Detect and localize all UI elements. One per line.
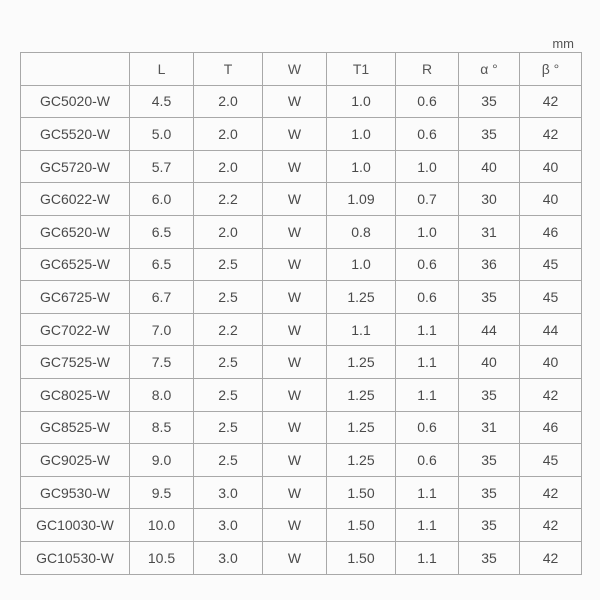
model-cell: GC9530-W [21, 476, 130, 509]
table-row [21, 248, 582, 281]
value-cell: 0.7 [396, 183, 459, 216]
value-cell: 42 [520, 378, 582, 411]
value-cell: 1.0 [327, 248, 396, 281]
model-cell: GC10030-W [21, 509, 130, 542]
table-row [21, 411, 582, 444]
value-cell: 35 [459, 444, 520, 477]
value-cell: 10.0 [130, 509, 194, 542]
value-cell: 2.5 [194, 281, 263, 314]
value-cell: W [263, 346, 327, 379]
table-row [21, 476, 582, 509]
table-row [21, 541, 582, 574]
header-cell: α ° [459, 53, 520, 86]
value-cell: 3.0 [194, 541, 263, 574]
table-row [21, 509, 582, 542]
table-row [21, 215, 582, 248]
value-cell: 2.2 [194, 183, 263, 216]
model-cell: GC6022-W [21, 183, 130, 216]
model-cell: GC6725-W [21, 281, 130, 314]
value-cell: 0.8 [327, 215, 396, 248]
header-cell [21, 53, 130, 86]
value-cell: 1.0 [396, 215, 459, 248]
table-row [21, 281, 582, 314]
model-cell: GC8025-W [21, 378, 130, 411]
value-cell: 1.0 [396, 150, 459, 183]
header-cell: T [194, 53, 263, 86]
value-cell: 44 [520, 313, 582, 346]
value-cell: 46 [520, 215, 582, 248]
value-cell: 35 [459, 509, 520, 542]
table-row [21, 85, 582, 118]
table-row [21, 118, 582, 151]
value-cell: 2.2 [194, 313, 263, 346]
value-cell: 42 [520, 541, 582, 574]
value-cell: 2.0 [194, 215, 263, 248]
value-cell: 2.0 [194, 118, 263, 151]
value-cell: 42 [520, 476, 582, 509]
value-cell: 6.5 [130, 248, 194, 281]
value-cell: 7.0 [130, 313, 194, 346]
value-cell: 46 [520, 411, 582, 444]
value-cell: 45 [520, 281, 582, 314]
value-cell: 1.1 [396, 378, 459, 411]
header-cell: W [263, 53, 327, 86]
value-cell: 1.50 [327, 476, 396, 509]
value-cell: 6.5 [130, 215, 194, 248]
value-cell: 35 [459, 118, 520, 151]
value-cell: 2.5 [194, 444, 263, 477]
value-cell: 1.1 [396, 346, 459, 379]
value-cell: 40 [520, 150, 582, 183]
value-cell: 42 [520, 118, 582, 151]
value-cell: W [263, 248, 327, 281]
value-cell: 40 [459, 346, 520, 379]
value-cell: 31 [459, 411, 520, 444]
value-cell: W [263, 118, 327, 151]
header-cell: T1 [327, 53, 396, 86]
table-row [21, 183, 582, 216]
header-cell: R [396, 53, 459, 86]
model-cell: GC9025-W [21, 444, 130, 477]
value-cell: 1.09 [327, 183, 396, 216]
value-cell: 1.50 [327, 541, 396, 574]
value-cell: 40 [459, 150, 520, 183]
value-cell: 1.1 [396, 313, 459, 346]
value-cell: 40 [520, 183, 582, 216]
value-cell: 9.0 [130, 444, 194, 477]
value-cell: 0.6 [396, 281, 459, 314]
value-cell: 5.0 [130, 118, 194, 151]
model-cell: GC5020-W [21, 85, 130, 118]
value-cell: 35 [459, 378, 520, 411]
value-cell: 1.25 [327, 281, 396, 314]
value-cell: 45 [520, 444, 582, 477]
value-cell: W [263, 476, 327, 509]
value-cell: 1.1 [396, 509, 459, 542]
value-cell: W [263, 541, 327, 574]
spec-table [20, 52, 582, 575]
table-row [21, 346, 582, 379]
value-cell: 10.5 [130, 541, 194, 574]
value-cell: W [263, 215, 327, 248]
value-cell: 35 [459, 476, 520, 509]
value-cell: 36 [459, 248, 520, 281]
value-cell: 0.6 [396, 411, 459, 444]
value-cell: W [263, 85, 327, 118]
model-cell: GC5720-W [21, 150, 130, 183]
value-cell: 3.0 [194, 476, 263, 509]
value-cell: 1.1 [396, 476, 459, 509]
value-cell: 2.5 [194, 411, 263, 444]
value-cell: 0.6 [396, 118, 459, 151]
value-cell: 40 [520, 346, 582, 379]
value-cell: 8.5 [130, 411, 194, 444]
value-cell: W [263, 281, 327, 314]
value-cell: 1.50 [327, 509, 396, 542]
value-cell: 1.25 [327, 346, 396, 379]
value-cell: 35 [459, 281, 520, 314]
value-cell: W [263, 444, 327, 477]
value-cell: 0.6 [396, 444, 459, 477]
table-row [21, 444, 582, 477]
value-cell: 1.0 [327, 150, 396, 183]
model-cell: GC7022-W [21, 313, 130, 346]
value-cell: 45 [520, 248, 582, 281]
value-cell: 3.0 [194, 509, 263, 542]
model-cell: GC6520-W [21, 215, 130, 248]
value-cell: 30 [459, 183, 520, 216]
header-cell: L [130, 53, 194, 86]
value-cell: 9.5 [130, 476, 194, 509]
model-cell: GC7525-W [21, 346, 130, 379]
header-row [21, 53, 582, 86]
value-cell: W [263, 411, 327, 444]
value-cell: 35 [459, 541, 520, 574]
value-cell: 2.0 [194, 85, 263, 118]
value-cell: 2.5 [194, 346, 263, 379]
value-cell: 1.25 [327, 444, 396, 477]
model-cell: GC5520-W [21, 118, 130, 151]
value-cell: 44 [459, 313, 520, 346]
value-cell: W [263, 150, 327, 183]
value-cell: 2.5 [194, 378, 263, 411]
value-cell: 42 [520, 509, 582, 542]
value-cell: 42 [520, 85, 582, 118]
model-cell: GC6525-W [21, 248, 130, 281]
value-cell: 1.0 [327, 118, 396, 151]
table-row [21, 313, 582, 346]
value-cell: 35 [459, 85, 520, 118]
value-cell: 4.5 [130, 85, 194, 118]
value-cell: 8.0 [130, 378, 194, 411]
header-cell: β ° [520, 53, 582, 86]
value-cell: 2.5 [194, 248, 263, 281]
value-cell: 0.6 [396, 85, 459, 118]
value-cell: W [263, 313, 327, 346]
value-cell: 1.25 [327, 411, 396, 444]
table-row [21, 378, 582, 411]
value-cell: 2.0 [194, 150, 263, 183]
value-cell: 1.1 [327, 313, 396, 346]
model-cell: GC10530-W [21, 541, 130, 574]
value-cell: W [263, 183, 327, 216]
value-cell: W [263, 378, 327, 411]
value-cell: 6.0 [130, 183, 194, 216]
value-cell: 0.6 [396, 248, 459, 281]
value-cell: 1.1 [396, 541, 459, 574]
value-cell: W [263, 509, 327, 542]
model-cell: GC8525-W [21, 411, 130, 444]
unit-label: mm [552, 36, 574, 51]
value-cell: 7.5 [130, 346, 194, 379]
value-cell: 31 [459, 215, 520, 248]
value-cell: 1.25 [327, 378, 396, 411]
value-cell: 6.7 [130, 281, 194, 314]
value-cell: 5.7 [130, 150, 194, 183]
value-cell: 1.0 [327, 85, 396, 118]
table-row [21, 150, 582, 183]
